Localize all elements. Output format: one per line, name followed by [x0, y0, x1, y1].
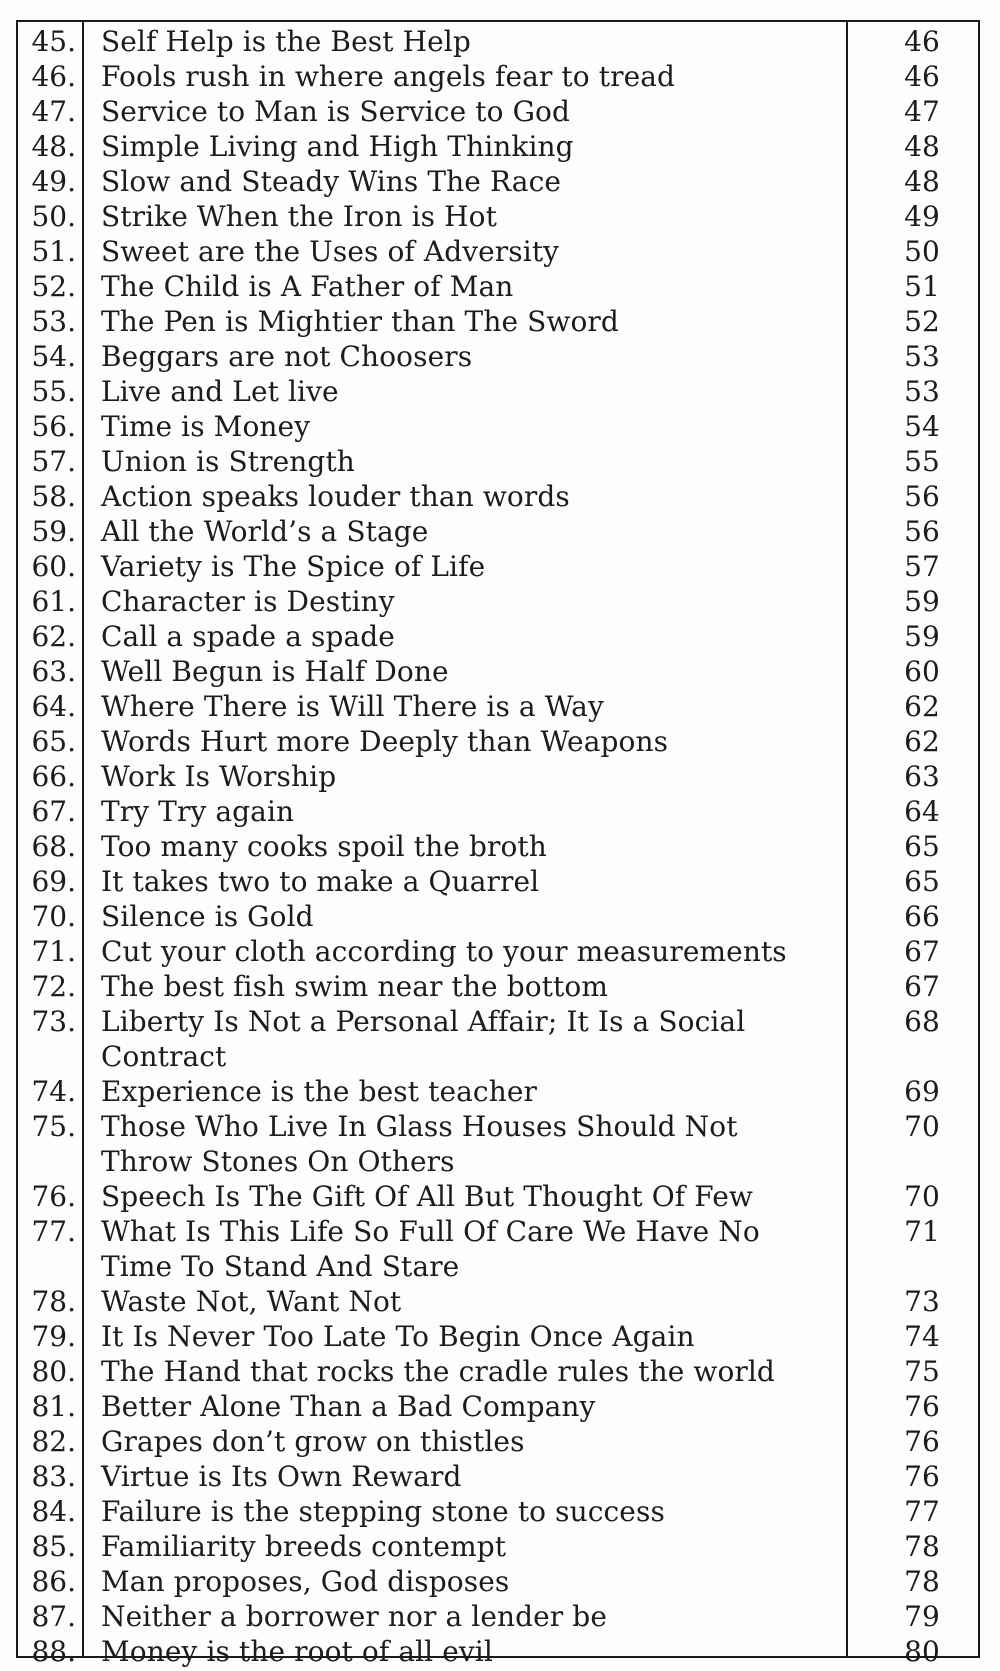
entry-title: Strike When the Iron is Hot — [101, 200, 497, 233]
entry-title: Self Help is the Best Help — [101, 25, 471, 58]
contents-row — [18, 1564, 978, 1599]
contents-row — [18, 339, 978, 374]
contents-row — [18, 829, 978, 864]
contents-row — [18, 794, 978, 829]
contents-row — [18, 1109, 978, 1179]
contents-row — [18, 724, 978, 759]
contents-row — [18, 1494, 978, 1529]
entry-page-number: 62 — [904, 725, 940, 758]
entry-page-number: 67 — [904, 935, 940, 968]
entry-page-number: 71 — [904, 1215, 940, 1248]
entry-number: 45. — [31, 25, 76, 58]
entry-title: Too many cooks spoil the broth — [101, 830, 547, 863]
entry-page-number: 49 — [904, 200, 940, 233]
entry-page-number: 80 — [904, 1635, 940, 1668]
contents-row — [18, 1389, 978, 1424]
entry-number: 62. — [31, 620, 76, 653]
entry-number: 68. — [31, 830, 76, 863]
contents-row — [18, 479, 978, 514]
contents-row — [18, 94, 978, 129]
entry-title: Sweet are the Uses of Adversity — [101, 235, 560, 268]
contents-row — [18, 199, 978, 234]
entry-page-number: 74 — [904, 1320, 940, 1353]
entry-page-number: 57 — [904, 550, 940, 583]
entry-title: Variety is The Spice of Life — [101, 550, 486, 583]
contents-rows — [18, 22, 978, 1669]
entry-page-number: 64 — [904, 795, 940, 828]
contents-row — [18, 584, 978, 619]
entry-title: Live and Let live — [101, 375, 339, 408]
entry-number: 59. — [31, 515, 76, 548]
entry-title: Fools rush in where angels fear to tread — [101, 60, 676, 93]
contents-row — [18, 689, 978, 724]
contents-row — [18, 24, 978, 59]
contents-row — [18, 1214, 978, 1284]
entry-number: 46. — [31, 60, 76, 93]
entry-page-number: 52 — [904, 305, 940, 338]
entry-number: 82. — [31, 1425, 76, 1458]
entry-page-number: 50 — [904, 235, 940, 268]
contents-row — [18, 514, 978, 549]
entry-page-number: 73 — [904, 1285, 940, 1318]
entry-page-number: 70 — [904, 1110, 940, 1143]
entry-title: What Is This Life So Full Of Care We Have No Time To Stand And Stare — [101, 1215, 760, 1283]
entry-number: 48. — [31, 130, 76, 163]
entry-number: 56. — [31, 410, 76, 443]
contents-row — [18, 1284, 978, 1319]
entry-page-number: 66 — [904, 900, 940, 933]
entry-number: 64. — [31, 690, 76, 723]
entry-title: The Child is A Father of Man — [101, 270, 514, 303]
contents-row — [18, 1424, 978, 1459]
contents-row — [18, 444, 978, 479]
contents-row — [18, 1004, 978, 1074]
entry-page-number: 70 — [904, 1180, 940, 1213]
entry-page-number: 59 — [904, 585, 940, 618]
entry-title: Familiarity breeds contempt — [101, 1530, 507, 1563]
contents-row — [18, 899, 978, 934]
entry-number: 49. — [31, 165, 76, 198]
contents-row — [18, 864, 978, 899]
contents-row — [18, 1354, 978, 1389]
entry-number: 51. — [31, 235, 76, 268]
entry-page-number: 75 — [904, 1355, 940, 1388]
entry-page-number: 65 — [904, 830, 940, 863]
entry-page-number: 63 — [904, 760, 940, 793]
entry-number: 77. — [31, 1215, 76, 1248]
contents-row — [18, 619, 978, 654]
entry-title: The best fish swim near the bottom — [101, 970, 608, 1003]
entry-number: 81. — [31, 1390, 76, 1423]
entry-number: 70. — [31, 900, 76, 933]
contents-row — [18, 1459, 978, 1494]
entry-title: The Hand that rocks the cradle rules the world — [101, 1355, 775, 1388]
entry-page-number: 59 — [904, 620, 940, 653]
entry-page-number: 60 — [904, 655, 940, 688]
contents-row — [18, 234, 978, 269]
entry-page-number: 56 — [904, 515, 940, 548]
entry-number: 75. — [31, 1110, 76, 1143]
contents-row — [18, 654, 978, 689]
entry-number: 74. — [31, 1075, 76, 1108]
contents-row — [18, 1529, 978, 1564]
entry-title: Character is Destiny — [101, 585, 395, 618]
entry-title: Well Begun is Half Done — [101, 655, 449, 688]
entry-page-number: 53 — [904, 340, 940, 373]
contents-row — [18, 1599, 978, 1634]
contents-table — [16, 20, 980, 1668]
contents-row — [18, 969, 978, 1004]
contents-row — [18, 374, 978, 409]
entry-number: 80. — [31, 1355, 76, 1388]
entry-title: Time is Money — [101, 410, 311, 443]
entry-page-number: 54 — [904, 410, 940, 443]
entry-title: Waste Not, Want Not — [101, 1285, 402, 1318]
entry-title: Failure is the stepping stone to success — [101, 1495, 665, 1528]
entry-number: 52. — [31, 270, 76, 303]
contents-row — [18, 409, 978, 444]
entry-number: 83. — [31, 1460, 76, 1493]
entry-title: Money is the root of all evil — [101, 1635, 493, 1668]
entry-title: Union is Strength — [101, 445, 355, 478]
entry-title: Where There is Will There is a Way — [101, 690, 604, 723]
entry-page-number: 68 — [904, 1005, 940, 1038]
entry-page-number: 76 — [904, 1425, 940, 1458]
contents-row — [18, 549, 978, 584]
entry-title: Simple Living and High Thinking — [101, 130, 574, 163]
entry-number: 47. — [31, 95, 76, 128]
entry-number: 79. — [31, 1320, 76, 1353]
entry-number: 61. — [31, 585, 76, 618]
entry-page-number: 76 — [904, 1390, 940, 1423]
entry-title: Action speaks louder than words — [101, 480, 570, 513]
entry-title: Virtue is Its Own Reward — [101, 1460, 462, 1493]
entry-title: Those Who Live In Glass Houses Should Not Throw Stones On Others — [101, 1110, 738, 1178]
entry-number: 54. — [31, 340, 76, 373]
entry-page-number: 53 — [904, 375, 940, 408]
entry-title: Try Try again — [101, 795, 295, 828]
entry-title: Experience is the best teacher — [101, 1075, 538, 1108]
contents-row — [18, 934, 978, 969]
entry-title: Better Alone Than a Bad Company — [101, 1390, 596, 1423]
entry-page-number: 78 — [904, 1530, 940, 1563]
contents-row — [18, 1319, 978, 1354]
entry-title: The Pen is Mightier than The Sword — [101, 305, 619, 338]
entry-number: 87. — [31, 1600, 76, 1633]
entry-page-number: 67 — [904, 970, 940, 1003]
entry-title: Speech Is The Gift Of All But Thought Of Few — [101, 1180, 753, 1213]
entry-title: Neither a borrower nor a lender be — [101, 1600, 607, 1633]
entry-number: 50. — [31, 200, 76, 233]
entry-page-number: 47 — [904, 95, 940, 128]
entry-page-number: 79 — [904, 1600, 940, 1633]
entry-number: 63. — [31, 655, 76, 688]
entry-number: 84. — [31, 1495, 76, 1528]
entry-title: Man proposes, God disposes — [101, 1565, 510, 1598]
entry-title: All the World’s a Stage — [101, 515, 429, 548]
entry-title: It Is Never Too Late To Begin Once Again — [101, 1320, 695, 1353]
entry-number: 86. — [31, 1565, 76, 1598]
entry-number: 76. — [31, 1180, 76, 1213]
contents-row — [18, 59, 978, 94]
entry-number: 57. — [31, 445, 76, 478]
entry-page-number: 76 — [904, 1460, 940, 1493]
entry-number: 53. — [31, 305, 76, 338]
entry-page-number: 78 — [904, 1565, 940, 1598]
entry-number: 78. — [31, 1285, 76, 1318]
entry-page-number: 48 — [904, 130, 940, 163]
contents-row — [18, 164, 978, 199]
entry-page-number: 77 — [904, 1495, 940, 1528]
entry-number: 69. — [31, 865, 76, 898]
contents-row — [18, 1634, 978, 1669]
entry-page-number: 46 — [904, 25, 940, 58]
entry-title: Liberty Is Not a Personal Affair; It Is a Social Contract — [101, 1005, 746, 1073]
entry-page-number: 48 — [904, 165, 940, 198]
entry-title: Call a spade a spade — [101, 620, 395, 653]
entry-title: Work Is Worship — [101, 760, 337, 793]
entry-page-number: 65 — [904, 865, 940, 898]
entry-page-number: 69 — [904, 1075, 940, 1108]
contents-row — [18, 1179, 978, 1214]
entry-title: Slow and Steady Wins The Race — [101, 165, 562, 198]
entry-number: 66. — [31, 760, 76, 793]
entry-page-number: 46 — [904, 60, 940, 93]
contents-row — [18, 129, 978, 164]
contents-row — [18, 304, 978, 339]
entry-number: 55. — [31, 375, 76, 408]
entry-number: 71. — [31, 935, 76, 968]
contents-row — [18, 759, 978, 794]
entry-title: It takes two to make a Quarrel — [101, 865, 540, 898]
contents-row — [18, 269, 978, 304]
entry-number: 60. — [31, 550, 76, 583]
entry-title: Beggars are not Choosers — [101, 340, 473, 373]
entry-page-number: 55 — [904, 445, 940, 478]
entry-page-number: 56 — [904, 480, 940, 513]
entry-page-number: 62 — [904, 690, 940, 723]
entry-number: 85. — [31, 1530, 76, 1563]
entry-number: 72. — [31, 970, 76, 1003]
entry-number: 65. — [31, 725, 76, 758]
entry-page-number: 51 — [904, 270, 940, 303]
entry-title: Cut your cloth according to your measurements — [101, 935, 787, 968]
entry-title: Grapes don’t grow on thistles — [101, 1425, 525, 1458]
entry-number: 88. — [31, 1635, 76, 1668]
entry-number: 58. — [31, 480, 76, 513]
entry-number: 67. — [31, 795, 76, 828]
entry-number: 73. — [31, 1005, 76, 1038]
entry-title: Silence is Gold — [101, 900, 314, 933]
contents-row — [18, 1074, 978, 1109]
entry-title: Service to Man is Service to God — [101, 95, 571, 128]
entry-title: Words Hurt more Deeply than Weapons — [101, 725, 669, 758]
